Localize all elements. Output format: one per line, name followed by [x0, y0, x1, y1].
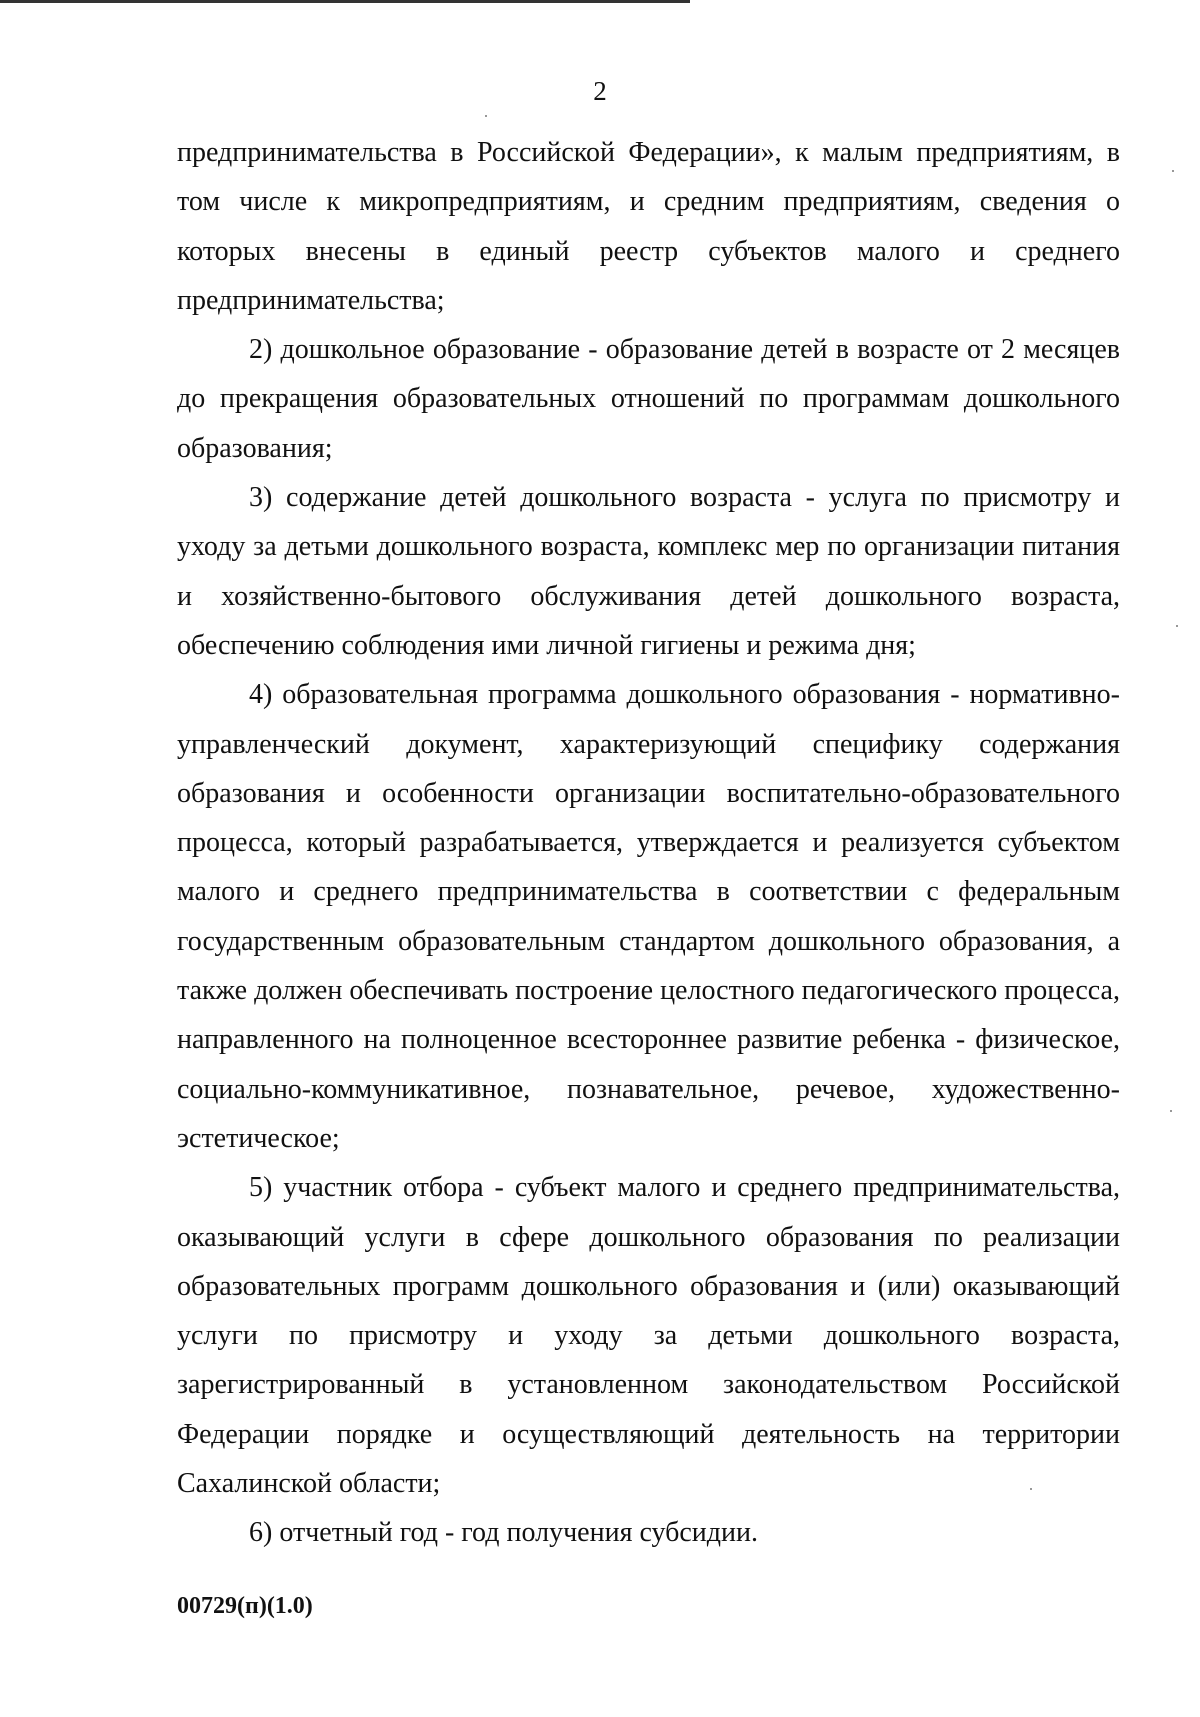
paragraph-definition-continuation: предпринимательства в Российской Федерации», к малым предприятиям, в том числе к микропредприятиям, и средним предприятиям, сведения о которых внесены в единый реестр субъектов малого и среднего предпринимательства; — [177, 137, 1120, 316]
scan-speck — [1176, 625, 1178, 627]
paragraph-item-4: 4) образовательная программа дошкольного образования - нормативно-управленческий документ, характеризующий специфику содержания образования и особенности организации воспитательно-образовательного процесса, который разрабатывается, утверждается и реализуется субъектом малого и среднего предпринимательства в соответствии с федеральным государственным образовательным стандартом дошкольного образования, а также должен обеспечивать построение целостного педагогического процесса, направленного на полноценное всестороннее развитие ребенка - физическое, социально-коммуникативное, познавательное, речевое, художественно-эстетическое; — [177, 679, 1120, 1154]
paragraph-item-6: 6) отчетный год - год получения субсидии. — [249, 1517, 759, 1549]
page-number: 2 — [593, 76, 607, 106]
scan-speck — [1172, 170, 1174, 172]
paragraph-item-5: 5) участник отбора - субъект малого и среднего предпринимательства, оказывающий услуги в сфере дошкольного образования по реализации образовательных программ дошкольного образования и (или) оказывающий услуги по присмотру и уходу за детьми дошкольного возраста, зарегистрированный в установленном законодательством Российской Федерации порядке и осуществляющий деятельность на территории Сахалинской области; — [177, 1172, 1120, 1500]
document-body — [177, 128, 1120, 1558]
document-code: 00729(п)(1.0) — [177, 1593, 313, 1619]
scan-speck — [485, 115, 487, 117]
paragraph-item-2: 2) дошкольное образование - образование детей в возрасте от 2 месяцев до прекращения образовательных отношений по программам дошкольного образования; — [177, 334, 1120, 464]
scan-edge-line — [0, 0, 690, 3]
paragraph-item-3: 3) содержание детей дошкольного возраста - услуга по присмотру и уходу за детьми дошкольного возраста, комплекс мер по организации питания и хозяйственно-бытового обслуживания детей дошкольного возраста, обеспечению соблюдения ими личной гигиены и режима дня; — [177, 482, 1120, 661]
scan-speck — [1170, 1110, 1172, 1112]
scan-speck — [1030, 1488, 1032, 1490]
